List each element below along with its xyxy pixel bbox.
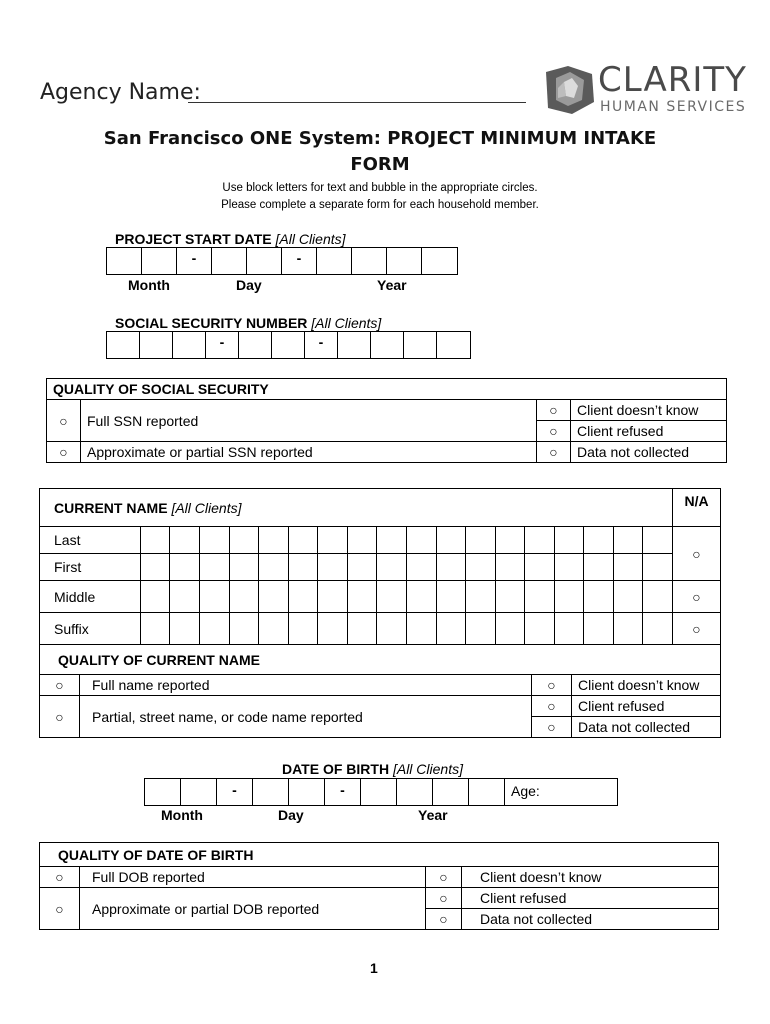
ssn-quality-table [46, 378, 727, 463]
dob-age-field[interactable]: Age: [511, 783, 540, 799]
ssn-nc-label: Data not collected [571, 442, 727, 463]
logo-subtitle: HUMAN SERVICES [600, 99, 747, 115]
dob-refused-label: Client refused [462, 888, 719, 909]
ssn-full-label: Full SSN reported [81, 400, 537, 442]
dob-nc-bubble[interactable]: ○ [426, 909, 462, 930]
name-full-bubble[interactable]: ○ [40, 675, 80, 696]
ssn-dk-bubble[interactable]: ○ [537, 400, 571, 421]
name-nc-label: Data not collected [572, 717, 721, 738]
instructions: Use block letters for text and bubble in the appropriate circles. Please complete a separate form for each household member. [221, 182, 539, 211]
dob-dk-bubble[interactable]: ○ [426, 867, 462, 888]
agency-name-field[interactable] [188, 102, 526, 103]
ssn-label: SOCIAL SECURITY NUMBER [All Clients] [115, 315, 382, 331]
name-refused-bubble[interactable]: ○ [532, 696, 572, 717]
ssn-full-bubble[interactable]: ○ [47, 400, 81, 442]
dob-nc-label: Data not collected [462, 909, 719, 930]
dob-year-label: Year [418, 807, 448, 823]
dob-refused-bubble[interactable]: ○ [426, 888, 462, 909]
name-partial-label: Partial, street name, or code name reported [80, 696, 532, 738]
ssn-boxes[interactable]: - - [106, 331, 471, 359]
dob-label: DATE OF BIRTH [All Clients] [282, 761, 463, 777]
current-name-label: CURRENT NAME [All Clients] [40, 489, 673, 527]
dob-full-bubble[interactable]: ○ [40, 867, 80, 888]
ssn-refused-label: Client refused [571, 421, 727, 442]
ssn-dk-label: Client doesn’t know [571, 400, 727, 421]
first-last-na-bubble[interactable]: ○ [673, 527, 721, 581]
dob-boxes[interactable]: - - Age: [144, 778, 618, 806]
start-month-label: Month [128, 277, 170, 293]
ssn-nc-bubble[interactable]: ○ [537, 442, 571, 463]
start-year-label: Year [377, 277, 407, 293]
name-nc-bubble[interactable]: ○ [532, 717, 572, 738]
name-refused-label: Client refused [572, 696, 721, 717]
start-date-boxes[interactable]: - - [106, 247, 458, 275]
name-dk-label: Client doesn’t know [572, 675, 721, 696]
middle-na-bubble[interactable]: ○ [673, 581, 721, 613]
dob-day-label: Day [278, 807, 304, 823]
agency-name-label: Agency Name: [40, 80, 201, 105]
ssn-partial-label: Approximate or partial SSN reported [81, 442, 537, 463]
ssn-partial-bubble[interactable]: ○ [47, 442, 81, 463]
name-quality-heading: QUALITY OF CURRENT NAME [40, 645, 721, 675]
dob-quality-table [39, 842, 719, 930]
dob-partial-bubble[interactable]: ○ [40, 888, 80, 930]
dob-quality-heading: QUALITY OF DATE OF BIRTH [40, 843, 719, 867]
name-full-label: Full name reported [80, 675, 532, 696]
suffix-label: Suffix [40, 613, 141, 645]
ssn-quality-heading: QUALITY OF SOCIAL SECURITY [47, 379, 727, 400]
dob-month-label: Month [161, 807, 203, 823]
name-partial-bubble[interactable]: ○ [40, 696, 80, 738]
name-na-label: N/A [673, 489, 721, 527]
name-quality-table [39, 644, 721, 738]
dob-dk-label: Client doesn’t know [462, 867, 719, 888]
dob-full-label: Full DOB reported [80, 867, 426, 888]
start-day-label: Day [236, 277, 262, 293]
start-date-label: PROJECT START DATE [All Clients] [115, 231, 346, 247]
ssn-refused-bubble[interactable]: ○ [537, 421, 571, 442]
page-title: San Francisco ONE System: PROJECT MINIMUM INTAKE FORM [103, 128, 657, 175]
dob-partial-label: Approximate or partial DOB reported [80, 888, 426, 930]
current-name-table [39, 488, 721, 645]
page-number: 1 [370, 960, 378, 976]
last-name-label: Last [40, 527, 141, 554]
middle-name-label: Middle [40, 581, 141, 613]
logo-wordmark: CLARITY [598, 60, 747, 100]
suffix-na-bubble[interactable]: ○ [673, 613, 721, 645]
name-dk-bubble[interactable]: ○ [532, 675, 572, 696]
first-name-label: First [40, 554, 141, 581]
